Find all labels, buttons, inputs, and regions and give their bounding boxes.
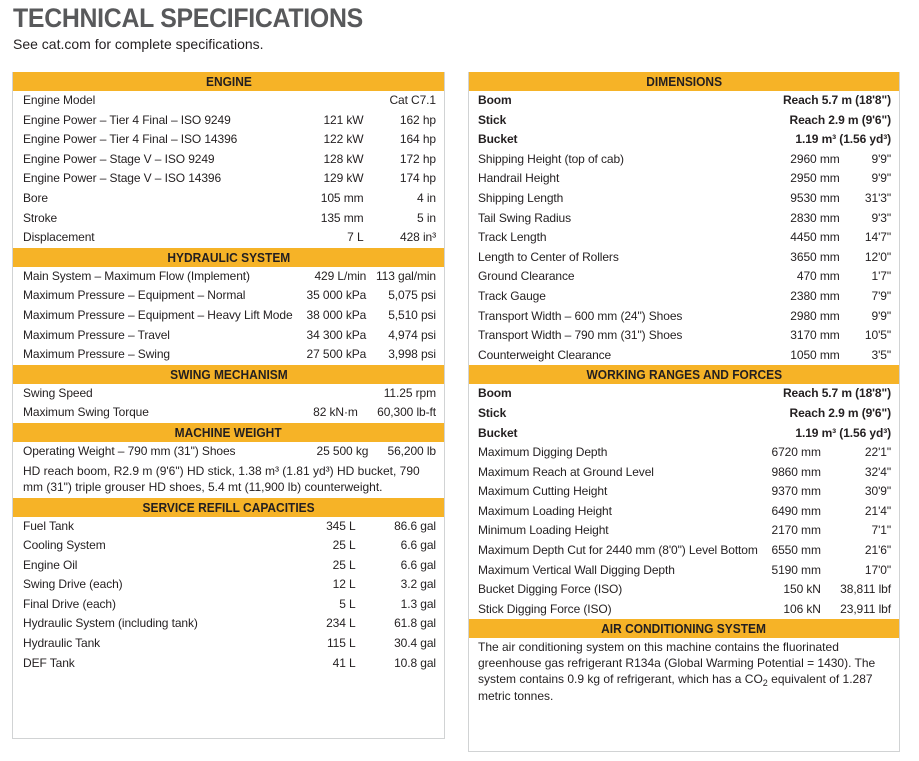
- spec-value-metric: 106 kN: [783, 601, 821, 616]
- aircon-text: The air conditioning system on this machine contains the fluorinated greenhouse gas refrigerant R134a (Global Warming Potential = 1430). The system contains 0.9 kg of refrigerant, which has a $CO_2$ equivalent of 1.287 metric tonnes.: [478, 640, 876, 704]
- spec-label: Fuel Tank: [23, 518, 74, 533]
- spec-label: Swing Speed: [23, 385, 93, 400]
- spec-value-metric: 12 L: [332, 577, 356, 592]
- spec-label: Maximum Loading Height: [478, 503, 612, 518]
- spec-label: DEF Tank: [23, 655, 75, 670]
- spec-label: Stroke: [23, 210, 58, 225]
- spec-value-metric: 2960 mm: [790, 151, 840, 166]
- spec-value-metric: 3170 mm: [790, 328, 840, 343]
- spec-value-imperial: 9'9": [871, 308, 891, 323]
- spec-row: [13, 654, 444, 674]
- spec-value-imperial: 1.3 gal: [400, 596, 436, 611]
- spec-value-metric: 129 kW: [323, 171, 364, 186]
- spec-value-imperial: 38,811 lbf: [840, 582, 891, 597]
- spec-row: [469, 443, 899, 463]
- spec-value-imperial: 10.8 gal: [394, 655, 436, 670]
- spec-value-imperial: 172 hp: [399, 151, 436, 166]
- spec-row: [469, 561, 899, 581]
- spec-value-imperial: 56,200 lb: [387, 443, 436, 458]
- spec-value-imperial: 3'5": [871, 347, 891, 362]
- spec-value-metric: 122 kW: [323, 132, 364, 147]
- spec-row: [13, 384, 444, 404]
- weight-heading: MACHINE WEIGHT: [13, 423, 444, 442]
- spec-row: [13, 169, 444, 189]
- spec-value-imperial: 21'4": [864, 503, 891, 518]
- spec-row: [13, 575, 444, 595]
- weight-table: [13, 442, 444, 462]
- spec-row: [13, 403, 444, 423]
- spec-value-metric: 6720 mm: [771, 445, 821, 460]
- spec-label: Transport Width – 600 mm (24") Shoes: [478, 308, 683, 323]
- spec-label: Maximum Pressure – Travel: [23, 327, 170, 342]
- spec-label: Counterweight Clearance: [478, 347, 612, 362]
- spec-value-metric: [303, 384, 364, 404]
- engine-table: [13, 91, 444, 248]
- swing-table: [13, 384, 444, 423]
- spec-row: [469, 150, 899, 170]
- weight-note: HD reach boom, R2.9 m (9'6") HD stick, 1.38 m³ (1.81 yd³) HD bucket, 790 mm (31") triple grouser HD shoes, 5.4 mt (11,900 lb) counterweight.: [23, 463, 420, 494]
- spec-value-imperial: 61.8 gal: [394, 616, 436, 631]
- spec-value-metric: 25 L: [332, 557, 356, 572]
- spec-value-metric: 35 000 kPa: [306, 288, 367, 303]
- spec-value-metric: 150 kN: [783, 582, 821, 597]
- spec-value-imperial: 11.25 rpm: [383, 385, 436, 400]
- spec-value-metric: 6490 mm: [771, 503, 821, 518]
- spec-row: [469, 248, 899, 268]
- spec-label: Operating Weight – 790 mm (31") Shoes: [23, 443, 236, 458]
- spec-label: Main System – Maximum Flow (Implement): [23, 268, 250, 283]
- spec-row: [469, 580, 899, 600]
- spec-row-bold: [469, 384, 899, 404]
- spec-value: Reach 5.7 m (18'8"): [782, 386, 891, 401]
- spec-value-imperial: 9'9": [871, 171, 891, 186]
- spec-value-imperial: 164 hp: [399, 132, 436, 147]
- spec-value-metric: 34 300 kPa: [306, 327, 367, 342]
- spec-value-metric: 429 L/min: [314, 268, 367, 283]
- spec-value-metric: 82 kN·m: [313, 405, 358, 420]
- spec-label: Minimum Loading Height: [478, 523, 609, 538]
- spec-value-metric: 5 L: [339, 596, 356, 611]
- spec-value-metric: 7 L: [347, 230, 364, 245]
- spec-label: Bucket: [478, 425, 518, 440]
- spec-value-imperial: 12'0": [864, 249, 891, 264]
- spec-value-imperial: 31'3": [864, 190, 891, 205]
- refill-heading: SERVICE REFILL CAPACITIES: [13, 498, 444, 517]
- spec-row: [13, 556, 444, 576]
- spec-row: [469, 463, 899, 483]
- spec-value-imperial: 30.4 gal: [394, 636, 436, 651]
- spec-label: Transport Width – 790 mm (31") Shoes: [478, 328, 683, 343]
- spec-value-imperial: 3,998 psi: [388, 347, 436, 362]
- spec-value-metric: 27 500 kPa: [306, 347, 367, 362]
- engine-heading: ENGINE: [13, 72, 444, 91]
- spec-label: Track Length: [478, 230, 547, 245]
- spec-value-imperial: 4,974 psi: [388, 327, 436, 342]
- spec-label: Engine Power – Tier 4 Final – ISO 9249: [23, 112, 231, 127]
- spec-value-metric: 4450 mm: [790, 230, 840, 245]
- spec-row: [469, 326, 899, 346]
- spec-label: Maximum Pressure – Swing: [23, 347, 170, 362]
- spec-label: Ground Clearance: [478, 269, 575, 284]
- spec-row: [13, 228, 444, 248]
- spec-label: Engine Power – Stage V – ISO 9249: [23, 151, 215, 166]
- spec-value-imperial: 17'0": [864, 562, 891, 577]
- spec-row: [13, 111, 444, 131]
- page-subtitle: See cat.com for complete specifications.: [13, 36, 264, 52]
- spec-row: [469, 287, 899, 307]
- left-column: [12, 72, 445, 739]
- spec-value-metric: 6550 mm: [771, 543, 821, 558]
- spec-value-imperial: 86.6 gal: [394, 518, 436, 533]
- spec-row: [469, 189, 899, 209]
- spec-value-metric: 9530 mm: [790, 190, 840, 205]
- spec-value-imperial: 428 in³: [400, 230, 436, 245]
- spec-label: Bucket Digging Force (ISO): [478, 582, 623, 597]
- spec-value-imperial: 5,510 psi: [388, 307, 436, 322]
- spec-value-metric: 5190 mm: [771, 562, 821, 577]
- spec-label: Tail Swing Radius: [478, 210, 572, 225]
- spec-row-bold: [469, 404, 899, 424]
- spec-value-metric: 135 mm: [320, 210, 364, 225]
- spec-row-bold: [469, 91, 899, 111]
- spec-label: Engine Model: [23, 93, 96, 107]
- spec-row: [13, 286, 444, 306]
- spec-value-imperial: 60,300 lb-ft: [377, 405, 436, 420]
- spec-value-imperial: 162 hp: [399, 112, 436, 127]
- spec-value-metric: 41 L: [332, 655, 356, 670]
- refill-table: [13, 517, 444, 674]
- spec-value-imperial: 10'5": [864, 328, 891, 343]
- working-heading: WORKING RANGES AND FORCES: [469, 365, 899, 384]
- spec-label: Maximum Digging Depth: [478, 445, 608, 460]
- spec-row: [469, 209, 899, 229]
- spec-label: Engine Oil: [23, 557, 78, 572]
- spec-value-metric: 2380 mm: [790, 288, 840, 303]
- spec-label: Length to Center of Rollers: [478, 249, 619, 264]
- spec-row: [13, 91, 444, 111]
- spec-value-imperial: 14'7": [864, 230, 891, 245]
- spec-value: Reach 2.9 m (9'6"): [789, 405, 891, 420]
- spec-value-metric: 2170 mm: [771, 523, 821, 538]
- spec-label: Maximum Depth Cut for 2440 mm (8'0") Level Bottom: [478, 543, 758, 558]
- spec-value-imperial: 6.6 gal: [400, 557, 436, 572]
- spec-value-imperial: Cat C7.1: [389, 93, 436, 107]
- spec-row: [469, 521, 899, 541]
- spec-value-metric: [303, 91, 370, 111]
- spec-value-metric: 115 L: [326, 636, 356, 651]
- spec-value-metric: 128 kW: [323, 151, 364, 166]
- spec-value-imperial: 21'6": [864, 543, 891, 558]
- spec-value-imperial: 4 in: [417, 190, 436, 205]
- spec-label: Shipping Height (top of cab): [478, 151, 624, 166]
- spec-label: Engine Power – Stage V – ISO 14396: [23, 171, 222, 186]
- spec-value: Reach 2.9 m (9'6"): [789, 112, 891, 127]
- hydraulic-heading: HYDRAULIC SYSTEM: [13, 248, 444, 267]
- spec-row: [13, 595, 444, 615]
- spec-value: Reach 5.7 m (18'8"): [782, 93, 891, 107]
- spec-value-metric: 3650 mm: [790, 249, 840, 264]
- spec-row: [13, 442, 444, 462]
- spec-value-metric: 9370 mm: [771, 484, 821, 499]
- dimensions-table: [469, 91, 899, 365]
- spec-value: 1.19 m³ (1.56 yd³): [795, 132, 891, 147]
- spec-label: Maximum Swing Torque: [23, 405, 149, 420]
- spec-value-metric: 470 mm: [796, 269, 840, 284]
- spec-label: Maximum Vertical Wall Digging Depth: [478, 562, 675, 577]
- spec-row: [469, 600, 899, 620]
- spec-value-metric: 345 L: [326, 518, 356, 533]
- spec-row: [469, 169, 899, 189]
- hydraulic-table: [13, 267, 444, 365]
- spec-row: [13, 517, 444, 537]
- spec-label: Bucket: [478, 132, 518, 147]
- spec-label: Maximum Pressure – Equipment – Normal: [23, 288, 246, 303]
- spec-label: Shipping Length: [478, 190, 564, 205]
- spec-value-metric: 9860 mm: [771, 464, 821, 479]
- spec-value-imperial: 174 hp: [399, 171, 436, 186]
- spec-label: Cooling System: [23, 538, 106, 553]
- spec-row: [13, 306, 444, 326]
- page-title: TECHNICAL SPECIFICATIONS: [13, 3, 363, 33]
- spec-row: [469, 346, 899, 366]
- spec-value-metric: 1050 mm: [790, 347, 840, 362]
- dimensions-heading: DIMENSIONS: [469, 72, 899, 91]
- spec-value-imperial: 5,075 psi: [388, 288, 436, 303]
- aircon-heading: AIR CONDITIONING SYSTEM: [469, 619, 899, 638]
- spec-row-bold: [469, 111, 899, 131]
- spec-value: 1.19 m³ (1.56 yd³): [795, 425, 891, 440]
- spec-value-metric: 2950 mm: [790, 171, 840, 186]
- spec-value-metric: 2830 mm: [790, 210, 840, 225]
- spec-value-metric: 2980 mm: [790, 308, 840, 323]
- spec-value-metric: 25 500 kg: [316, 443, 369, 458]
- spec-value-imperial: 30'9": [864, 484, 891, 499]
- spec-row: [469, 228, 899, 248]
- spec-value-metric: 25 L: [332, 538, 356, 553]
- spec-value-imperial: 5 in: [417, 210, 436, 225]
- spec-label: Final Drive (each): [23, 596, 116, 611]
- spec-row-bold: [469, 424, 899, 444]
- spec-value-imperial: 1'7": [871, 269, 891, 284]
- spec-label: Hydraulic System (including tank): [23, 616, 198, 631]
- spec-row: [13, 634, 444, 654]
- spec-row: [13, 130, 444, 150]
- spec-row: [13, 536, 444, 556]
- spec-label: Displacement: [23, 230, 95, 245]
- working-table: [469, 384, 899, 619]
- spec-row-bold: [469, 130, 899, 150]
- spec-value-imperial: 113 gal/min: [375, 268, 436, 283]
- spec-value-imperial: 7'9": [871, 288, 891, 303]
- spec-row: [13, 267, 444, 287]
- spec-row: [13, 614, 444, 634]
- spec-value-metric: 121 kW: [323, 112, 364, 127]
- spec-row: [13, 209, 444, 229]
- spec-value-imperial: 22'1": [864, 445, 891, 460]
- spec-value-metric: 105 mm: [320, 190, 364, 205]
- spec-row: [469, 307, 899, 327]
- spec-label: Maximum Pressure – Equipment – Heavy Lift Mode: [23, 307, 293, 322]
- spec-label: Handrail Height: [478, 171, 560, 186]
- swing-heading: SWING MECHANISM: [13, 365, 444, 384]
- spec-label: Hydraulic Tank: [23, 636, 101, 651]
- spec-label: Boom: [478, 386, 512, 401]
- spec-value-metric: 234 L: [326, 616, 356, 631]
- spec-label: Engine Power – Tier 4 Final – ISO 14396: [23, 132, 238, 147]
- spec-row: [13, 150, 444, 170]
- spec-label: Track Gauge: [478, 288, 546, 303]
- spec-row: [13, 326, 444, 346]
- spec-label: Boom: [478, 93, 512, 107]
- spec-label: Maximum Reach at Ground Level: [478, 464, 654, 479]
- spec-label: Stick: [478, 405, 507, 420]
- spec-value-imperial: 9'9": [871, 151, 891, 166]
- spec-row: [13, 189, 444, 209]
- spec-value-imperial: 6.6 gal: [400, 538, 436, 553]
- spec-value-metric: 38 000 kPa: [306, 307, 367, 322]
- right-column: [468, 72, 900, 752]
- spec-value-imperial: 3.2 gal: [400, 577, 436, 592]
- spec-label: Stick: [478, 112, 507, 127]
- spec-label: Swing Drive (each): [23, 577, 123, 592]
- spec-label: Maximum Cutting Height: [478, 484, 608, 499]
- spec-row: [469, 267, 899, 287]
- spec-label: Stick Digging Force (ISO): [478, 601, 612, 616]
- spec-row: [469, 482, 899, 502]
- spec-value-imperial: 32'4": [864, 464, 891, 479]
- spec-row: [469, 541, 899, 561]
- spec-row: [469, 502, 899, 522]
- spec-label: Bore: [23, 190, 48, 205]
- spec-row: [13, 345, 444, 365]
- spec-value-imperial: 7'1": [871, 523, 891, 538]
- spec-value-imperial: 9'3": [871, 210, 891, 225]
- spec-value-imperial: 23,911 lbf: [840, 601, 891, 616]
